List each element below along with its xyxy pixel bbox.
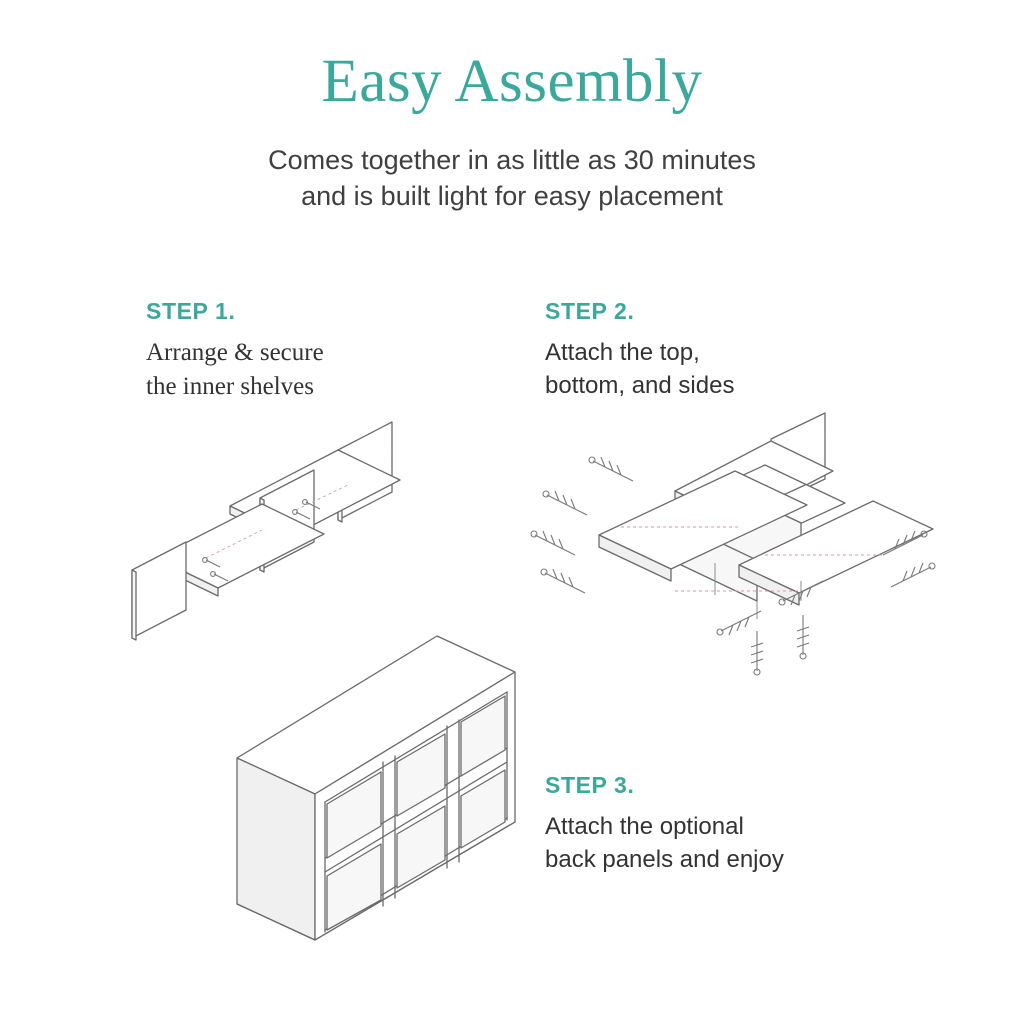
step-1-text-line-2: the inner shelves — [146, 373, 315, 400]
step-2-text — [545, 336, 734, 402]
step-1-text — [146, 336, 324, 404]
subtitle-line-1: Comes together in as little as 30 minutes — [268, 145, 756, 175]
step-1-text-line-1: Arrange & secure — [146, 339, 324, 366]
step-2-text-line-1: Attach the top, — [545, 339, 700, 366]
step-3-text-line-2: back panels and enjoy — [545, 846, 784, 873]
assembled-six-cube-shelf-icon — [215, 610, 545, 950]
frame-with-screws-icon — [525, 405, 955, 705]
step-2-label: STEP 2. — [545, 298, 635, 324]
step-1 — [146, 298, 324, 404]
step-1-label: STEP 1. — [146, 298, 236, 324]
step-2 — [545, 298, 734, 402]
page-subtitle — [0, 142, 1024, 214]
step-3-label: STEP 3. — [545, 772, 635, 798]
step-3-illustration — [215, 610, 545, 950]
page-title: Easy Assembly — [321, 48, 703, 115]
step-2-illustration — [525, 405, 955, 705]
step-3-text-line-1: Attach the optional — [545, 813, 744, 840]
step-3 — [545, 772, 784, 876]
subtitle-line-2: and is built light for easy placement — [301, 181, 723, 211]
step-3-text — [545, 810, 784, 876]
step-2-text-line-2: bottom, and sides — [545, 372, 735, 399]
